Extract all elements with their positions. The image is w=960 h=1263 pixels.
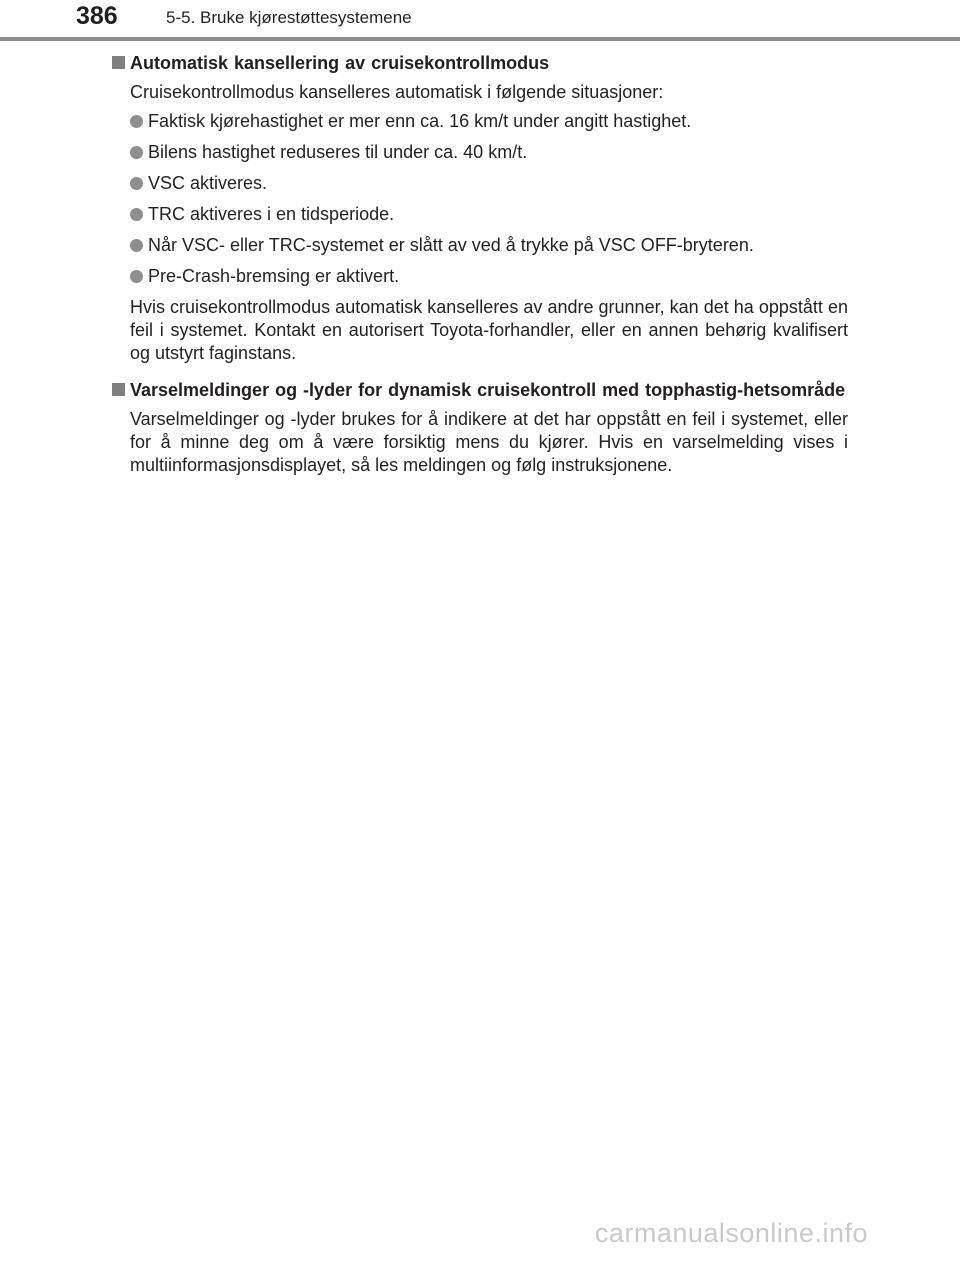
section-body: Varselmeldinger og -lyder brukes for å indikere at det har oppstått en feil i systemet, eller for å minne deg om å være forsiktig mens du kjører. Hvis en varselmelding vises i multiinformasjonsdisplayet, så les meldingen og følg instruksjonene.	[130, 409, 848, 475]
list-item-text: TRC aktiveres i en tidsperiode.	[148, 204, 395, 224]
list-item	[130, 141, 848, 164]
page-header	[0, 0, 960, 40]
list-item	[130, 203, 848, 226]
list-item-text: Faktisk kjørehastighet er mer enn ca. 16 km/t under angitt hastighet.	[148, 111, 692, 131]
list-item	[130, 172, 848, 195]
list-item-text: Bilens hastighet reduseres til under ca. 40 km/t.	[148, 142, 528, 162]
square-bullet-icon	[112, 383, 125, 396]
list-item	[130, 110, 848, 133]
list-item-text: Pre-Crash-bremsing er aktivert.	[148, 266, 400, 286]
chapter-title: 5-5. Bruke kjørestøttesystemene	[166, 8, 412, 27]
section-heading-text: Varselmeldinger og -lyder for dynamisk cruisekontroll med topphastig-hetsområde	[130, 380, 846, 400]
list-item	[130, 234, 848, 257]
list-item-text: VSC aktiveres.	[148, 173, 268, 193]
page-content	[112, 52, 848, 483]
square-bullet-icon	[112, 56, 125, 69]
list-item-text: Når VSC- eller TRC-systemet er slått av ved å trykke på VSC OFF-bryteren.	[148, 235, 754, 255]
watermark: carmanualsonline.info	[594, 1218, 868, 1248]
round-bullet-icon	[130, 146, 143, 159]
section-heading	[112, 379, 848, 402]
list-item	[130, 265, 848, 288]
round-bullet-icon	[130, 208, 143, 221]
header-divider	[0, 37, 960, 41]
page-number: 386	[76, 2, 118, 30]
bullet-list	[130, 110, 848, 288]
section-closing: Hvis cruisekontrollmodus automatisk kanselleres av andre grunner, kan det ha oppstått en feil i systemet. Kontakt en autorisert Toyota-forhandler, eller en annen behørig kvalifisert og utstyrt faginstans.	[130, 297, 848, 363]
section-auto-cancel	[112, 52, 848, 365]
section-intro: Cruisekontrollmodus kanselleres automatisk i følgende situasjoner:	[130, 82, 664, 102]
round-bullet-icon	[130, 239, 143, 252]
round-bullet-icon	[130, 115, 143, 128]
section-warnings	[112, 379, 848, 477]
round-bullet-icon	[130, 177, 143, 190]
section-heading	[112, 52, 848, 75]
round-bullet-icon	[130, 270, 143, 283]
section-heading-text: Automatisk kansellering av cruisekontrollmodus	[130, 53, 550, 73]
